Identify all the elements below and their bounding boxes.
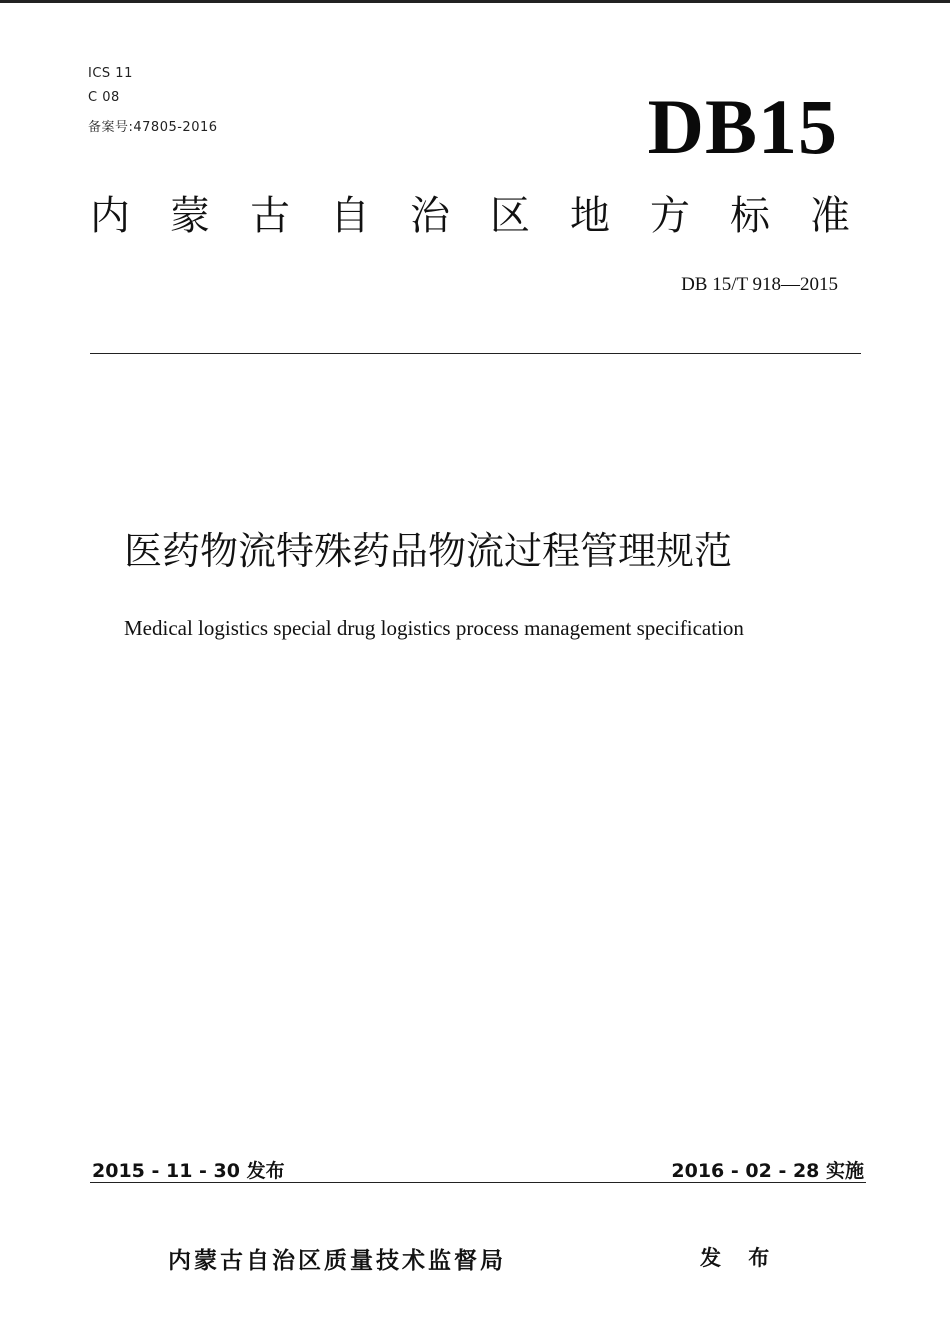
issue-date: 2015 - 11 - 30 发布 [92, 1160, 285, 1182]
effective-date: 2016 - 02 - 28 实施 [671, 1160, 864, 1182]
standard-title-char: 准 [810, 193, 850, 239]
standard-title-char: 区 [490, 193, 530, 239]
document-title-chinese: 医药物流特殊药品物流过程管理规范 [124, 529, 733, 573]
standard-number: DB 15/T 918—2015 [681, 274, 838, 295]
db-code-logo: DB15 [647, 83, 838, 170]
standard-title [90, 193, 850, 239]
ics-code: ICS 11 [88, 66, 133, 81]
standard-title-char: 内 [90, 193, 130, 239]
standard-title-char: 方 [650, 193, 690, 239]
standard-title-char: 地 [570, 193, 610, 239]
issuing-authority: 内蒙古自治区质量技术监督局 [168, 1248, 506, 1274]
standard-title-char: 蒙 [170, 193, 210, 239]
standard-title-char: 古 [250, 193, 290, 239]
footer-divider [90, 1182, 866, 1183]
standard-title-char: 标 [730, 193, 770, 239]
classification-code: C 08 [88, 90, 120, 105]
header-divider [90, 353, 861, 354]
standard-title-char: 自 [330, 193, 370, 239]
record-number: 备案号:47805-2016 [88, 120, 218, 135]
issue-label: 发 布 [700, 1246, 780, 1270]
standard-title-char: 治 [410, 193, 450, 239]
top-border-line [0, 0, 950, 3]
document-title-english: Medical logistics special drug logistics process management specification [124, 616, 744, 640]
